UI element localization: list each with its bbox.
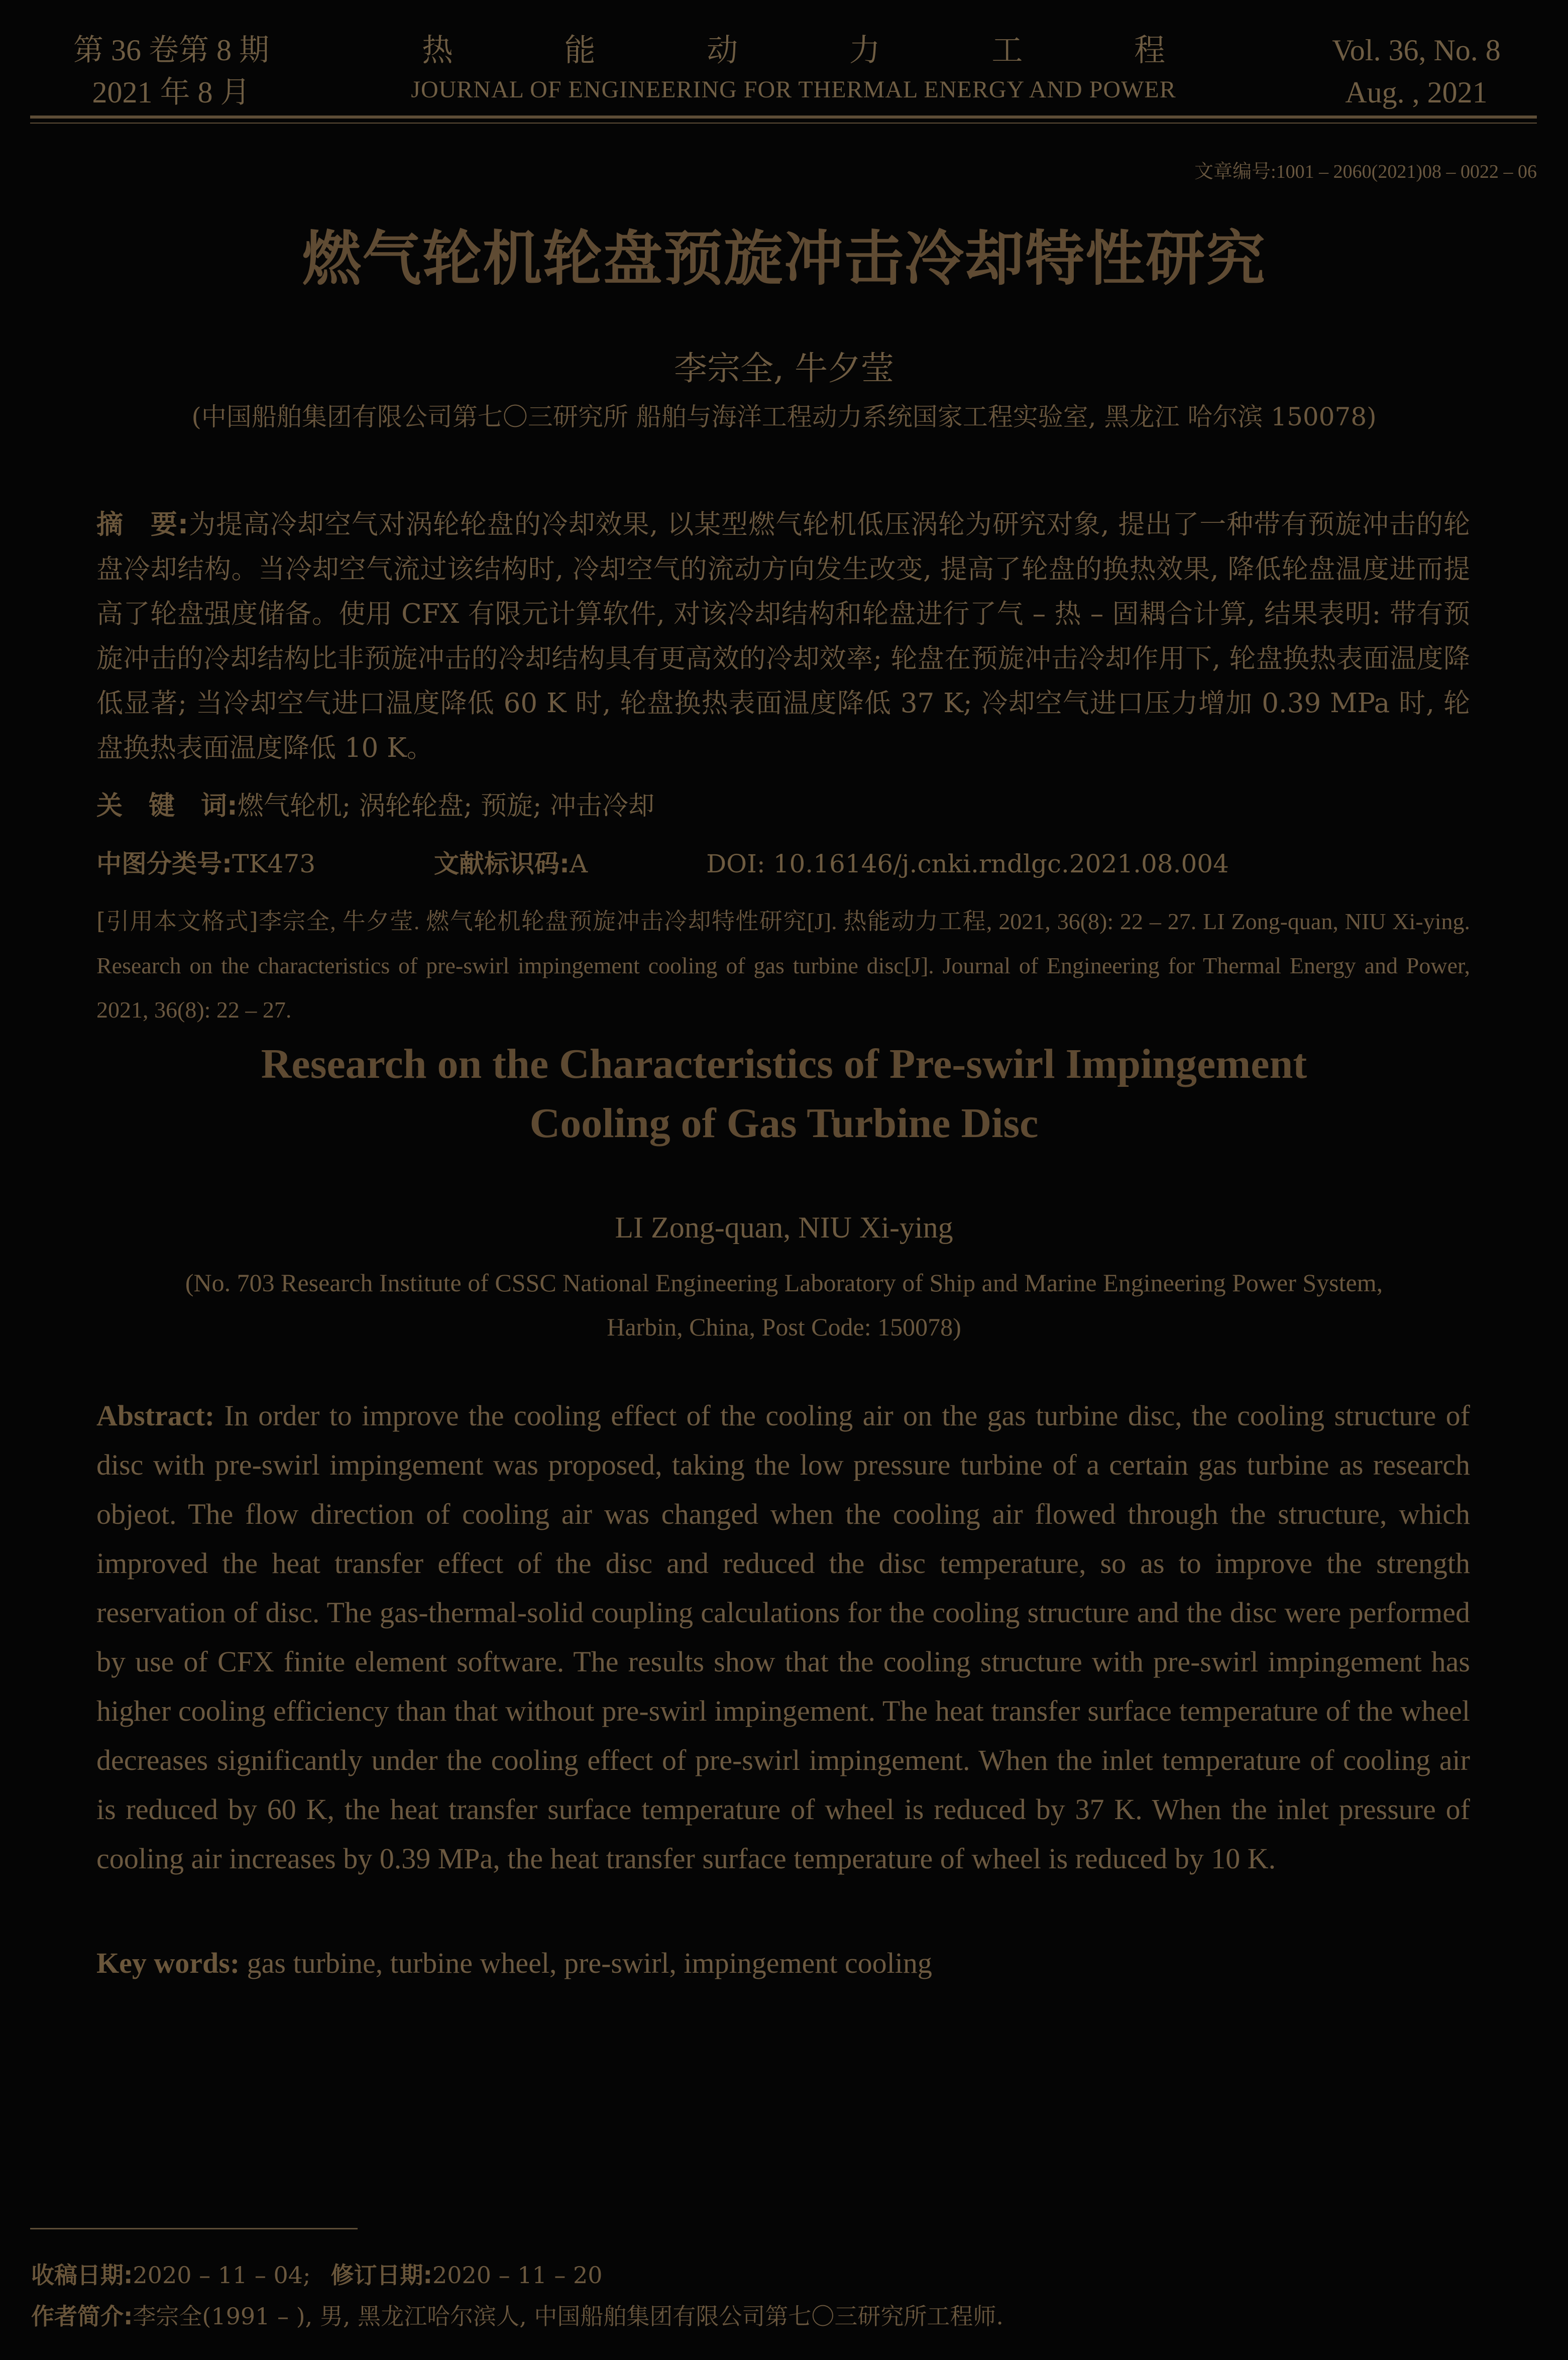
- journal-char: 动: [707, 32, 738, 68]
- footnote-rule: [30, 2228, 358, 2229]
- abstract-en: [96, 1391, 1470, 1883]
- journal-char: 工: [991, 32, 1023, 68]
- doc-code: [434, 849, 643, 878]
- title-cn: 燃气轮机轮盘预旋冲击冷却特性研究: [301, 224, 1266, 293]
- keywords-cn-label: 关 键 词:: [96, 791, 238, 821]
- journal-char: 力: [849, 32, 880, 68]
- author-bio: 李宗全(1991 – ), 男, 黑龙江哈尔滨人, 中国船舶集团有限公司第七〇三研究所工程师.: [133, 2303, 1003, 2330]
- abstract-cn: [96, 502, 1470, 770]
- journal-char: 热: [422, 32, 454, 68]
- title-en-line: Research on the Characteristics of Pre-swirl Impingement: [261, 1041, 1307, 1087]
- citation-text: 李宗全, 牛夕莹. 燃气轮机轮盘预旋冲击冷却特性研究[J]. 热能动力工程, 2021, 36(8): 22 – 27. LI Zong-quan, NIU Xi-ying. Research on the characteristics of pre-swirl impingement cooling of gas turbine disc[J]. Journal of Engineering for Thermal Energy and Power, 2021, 36(8): 22 – 27.: [96, 909, 1470, 1023]
- article-number: 文章编号:1001 – 2060(2021)08 – 0022 – 06: [1194, 161, 1537, 182]
- affiliation-en: (No. 703 Research Institute of CSSC National Engineering Laboratory of Ship and Marine Engineering Power System, Harbin, China, Post Code: 150078): [185, 1269, 1383, 1341]
- classification-row: [96, 844, 1470, 884]
- abstract-en-text: In order to improve the cooling effect of the cooling air on the gas turbine disc, the cooling structure of disc with pre-swirl impingement was proposed, taking the low pressure turbine of a certain gas turbine as research objeot. The flow direction of cooling air was changed when the cooling air flowed through the structure, which improved the heat transfer effect of the disc and reduced the disc temperature, so as to improve the strength reservation of disc. The gas-thermal-solid coupling calculations for the cooling structure and the disc were performed by use of CFX finite element software. The results show that the cooling structure with pre-swirl impingement has higher cooling efficiency than that without pre-swirl impingement. The heat transfer surface temperature of the wheel decreases significantly under the cooling effect of pre-swirl impingement. When the inlet temperature of cooling air is reduced by 60 K, the heat transfer surface temperature of wheel is reduced by 37 K. When the inlet pressure of cooling air increases by 0.39 MPa, the heat transfer surface temperature of wheel is reduced by 10 K.: [96, 1399, 1470, 1875]
- journal-name: [362, 29, 1225, 107]
- citation: [96, 899, 1470, 1032]
- citation-label: [引用本文格式]: [96, 908, 258, 935]
- author-bio-label: 作者简介:: [31, 2303, 133, 2330]
- issue-info: [63, 29, 279, 114]
- title-en: [0, 1035, 1568, 1153]
- footnote-dates: [31, 2258, 603, 2293]
- title-en-line: Cooling of Gas Turbine Disc: [529, 1100, 1039, 1147]
- issue-info-en: [1286, 29, 1547, 114]
- clc-label: 中图分类号:: [96, 849, 232, 878]
- doc-code-label: 文献标识码:: [434, 849, 570, 878]
- volume-issue-cn: 第 36 卷第 8 期: [73, 34, 269, 67]
- date-cn: 2021 年 8 月: [92, 76, 251, 109]
- header-rule: [30, 116, 1537, 119]
- date-en: Aug. , 2021: [1345, 76, 1488, 109]
- clc: [96, 849, 371, 878]
- footnote-author: [31, 2299, 1003, 2334]
- abstract-cn-text: 为提高冷却空气对涡轮轮盘的冷却效果, 以某型燃气轮机低压涡轮为研究对象, 提出了一种带有预旋冲击的轮盘冷却结构。当冷却空气流过该结构时, 冷却空气的流动方向发生改变, 提高了轮盘的换热效果, 降低轮盘温度进而提高了轮盘强度储备。使用 CFX 有限元计算软件, 对该冷却结构和轮盘进行了气 – 热 – 固耦合计算, 结果表明: 带有预旋冲击的冷却结构比非预旋冲击的冷却结构具有更高效的冷却效率; 轮盘在预旋冲击冷却作用下, 轮盘换热表面温度降低显著; 当冷却空气进口温度降低 60 K 时, 轮盘换热表面温度降低 37 K; 冷却空气进口压力增加 0.39 MPa 时, 轮盘换热表面温度降低 10 K。: [96, 509, 1470, 763]
- keywords-en-label: Key words:: [96, 1947, 240, 1979]
- clc-value: TK473: [232, 849, 316, 878]
- revised-label: 修订日期:: [330, 2262, 432, 2289]
- received-date: 2020 – 11 – 04;: [133, 2262, 311, 2289]
- journal-char: 能: [564, 32, 596, 68]
- keywords-en-text: gas turbine, turbine wheel, pre-swirl, impingement cooling: [247, 1947, 932, 1979]
- keywords-cn: [96, 786, 1470, 826]
- abstract-en-label: Abstract:: [96, 1399, 215, 1432]
- doi: DOI: 10.16146/j.cnki.rndlgc.2021.08.004: [706, 849, 1229, 878]
- keywords-cn-text: 燃气轮机; 涡轮轮盘; 预旋; 冲击冷却: [237, 791, 654, 821]
- keywords-en: [96, 1939, 1470, 1988]
- doc-code-value: A: [570, 849, 588, 878]
- abstract-cn-label: 摘 要:: [96, 509, 189, 540]
- authors-cn: 李宗全, 牛夕莹: [674, 349, 894, 388]
- journal-char: 程: [1134, 32, 1165, 68]
- journal-name-en: JOURNAL OF ENGINEERING FOR THERMAL ENERGY AND POWER: [411, 76, 1176, 103]
- revised-date: 2020 – 11 – 20: [432, 2262, 603, 2289]
- affiliation-cn: (中国船舶集团有限公司第七〇三研究所 船舶与海洋工程动力系统国家工程实验室, 黑龙江 哈尔滨 150078): [191, 402, 1377, 431]
- received-label: 收稿日期:: [31, 2262, 133, 2289]
- journal-name-cn: [362, 29, 1225, 71]
- header-rule-thin: [30, 123, 1537, 124]
- volume-issue-en: Vol. 36, No. 8: [1332, 34, 1501, 67]
- authors-en: LI Zong-quan, NIU Xi-ying: [615, 1211, 953, 1244]
